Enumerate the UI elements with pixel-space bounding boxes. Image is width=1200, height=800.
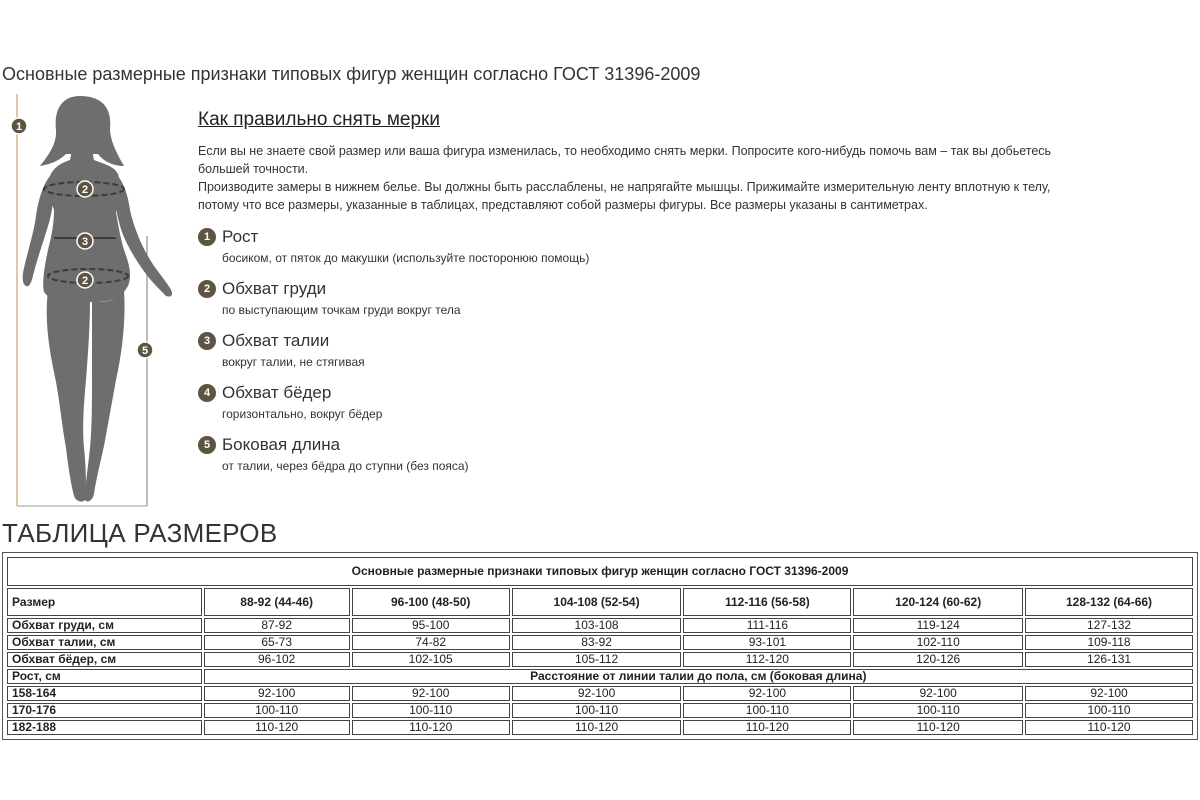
table-cell: 96-102 <box>204 652 350 667</box>
measurement-title: Обхват груди <box>222 279 327 298</box>
column-header: 96-100 (48-50) <box>352 588 510 616</box>
size-table-container <box>2 552 1198 740</box>
table-header-row <box>7 588 1193 616</box>
measurement-title: Обхват талии <box>222 331 330 350</box>
woman-silhouette-icon <box>0 90 195 510</box>
measurement-guide <box>198 108 1098 486</box>
table-cell: 92-100 <box>352 686 510 701</box>
column-header: 88-92 (44-46) <box>204 588 350 616</box>
table-cell: 100-110 <box>853 703 1023 718</box>
table-cell: 120-126 <box>853 652 1023 667</box>
table-cell: 87-92 <box>204 618 350 633</box>
row-header: Обхват груди, см <box>7 618 202 633</box>
table-caption: Основные размерные признаки типовых фигур женщин согласно ГОСТ 31396-2009 <box>7 557 1193 586</box>
table-cell: 110-120 <box>683 720 851 735</box>
table-row <box>7 703 1193 718</box>
number-badge-icon: 1 <box>198 228 216 246</box>
measurement-item-side-length <box>198 434 1098 474</box>
table-cell: 92-100 <box>204 686 350 701</box>
table-cell: 110-120 <box>853 720 1023 735</box>
table-cell: 65-73 <box>204 635 350 650</box>
measurement-title: Обхват бёдер <box>222 383 332 402</box>
measurement-item-waist <box>198 330 1098 370</box>
column-header-size: Размер <box>7 588 202 616</box>
table-cell: 100-110 <box>204 703 350 718</box>
table-cell: 74-82 <box>352 635 510 650</box>
table-cell: 95-100 <box>352 618 510 633</box>
measurement-desc: от талии, через бёдра до ступни (без пояса) <box>222 459 469 473</box>
table-cell: 110-120 <box>204 720 350 735</box>
figure-marker-1: 1 <box>15 121 23 133</box>
figure-marker-3: 3 <box>81 236 89 248</box>
measurement-desc: по выступающим точкам груди вокруг тела <box>222 303 461 317</box>
table-cell: 92-100 <box>853 686 1023 701</box>
table-cell: 92-100 <box>512 686 682 701</box>
measurement-list <box>198 226 1098 474</box>
table-cell: 126-131 <box>1025 652 1193 667</box>
measurement-desc: босиком, от пяток до макушки (используйте посторонюю помощь) <box>222 251 590 265</box>
table-cell: 100-110 <box>512 703 682 718</box>
row-header: Обхват талии, см <box>7 635 202 650</box>
page-title: Основные размерные признаки типовых фигур женщин согласно ГОСТ 31396-2009 <box>2 64 701 84</box>
table-cell: 110-120 <box>352 720 510 735</box>
table-cell: 109-118 <box>1025 635 1193 650</box>
column-header: 112-116 (56-58) <box>683 588 851 616</box>
table-row <box>7 618 1193 633</box>
table-row <box>7 635 1193 650</box>
measurement-item-hips <box>198 382 1098 422</box>
table-row <box>7 720 1193 735</box>
row-header: Обхват бёдер, см <box>7 652 202 667</box>
table-cell: 127-132 <box>1025 618 1193 633</box>
measurement-title: Рост <box>222 227 259 246</box>
figure-marker-2: 2 <box>81 184 89 196</box>
column-header: 128-132 (64-66) <box>1025 588 1193 616</box>
table-cell: 111-116 <box>683 618 851 633</box>
table-cell: 100-110 <box>352 703 510 718</box>
figure-marker-5: 5 <box>141 345 149 357</box>
table-row <box>7 686 1193 701</box>
size-table-heading: ТАБЛИЦА РАЗМЕРОВ <box>2 518 278 548</box>
guide-paragraph-2: Производите замеры в нижнем белье. Вы должны быть расслаблены, не напрягайте мышцы. Прижимайте измерительную ленту вплотную к телу, потому что все размеры, указанные в таблицах, представляют собой размеры фигуры. Все размеры указаны в сантиметрах. <box>198 180 1051 212</box>
table-cell: 100-110 <box>683 703 851 718</box>
table-cell: 93-101 <box>683 635 851 650</box>
guide-title[interactable]: Как правильно снять мерки <box>198 109 440 130</box>
height-span-caption: Расстояние от линии талии до пола, см (боковая длина) <box>204 669 1193 684</box>
figure-marker-4: 2 <box>81 275 89 287</box>
table-cell: 100-110 <box>1025 703 1193 718</box>
row-header: 182-188 <box>7 720 202 735</box>
row-header: 158-164 <box>7 686 202 701</box>
number-badge-icon: 2 <box>198 280 216 298</box>
measurement-desc: горизонтально, вокруг бёдер <box>222 407 383 421</box>
table-row <box>7 652 1193 667</box>
table-cell: 119-124 <box>853 618 1023 633</box>
number-badge-icon: 5 <box>198 436 216 454</box>
table-cell: 103-108 <box>512 618 682 633</box>
table-cell: 102-105 <box>352 652 510 667</box>
row-header: 170-176 <box>7 703 202 718</box>
table-cell: 112-120 <box>683 652 851 667</box>
table-cell: 83-92 <box>512 635 682 650</box>
number-badge-icon: 4 <box>198 384 216 402</box>
number-badge-icon: 3 <box>198 332 216 350</box>
table-cell: 92-100 <box>1025 686 1193 701</box>
table-cell: 102-110 <box>853 635 1023 650</box>
body-figure-illustration <box>0 90 195 510</box>
measurement-desc: вокруг талии, не стягивая <box>222 355 365 369</box>
guide-paragraph-1: Если вы не знаете свой размер или ваша фигура изменилась, то необходимо снять мерки. Попросите кого-нибудь помочь вам – так вы добьетесь большей точности. <box>198 144 1052 176</box>
row-header-height: Рост, см <box>7 669 202 684</box>
table-row <box>7 669 1193 684</box>
column-header: 104-108 (52-54) <box>512 588 682 616</box>
table-cell: 105-112 <box>512 652 682 667</box>
table-cell: 92-100 <box>683 686 851 701</box>
table-cell: 110-120 <box>512 720 682 735</box>
measurement-item-height <box>198 226 1098 266</box>
table-caption-row <box>7 557 1193 586</box>
measurement-title: Боковая длина <box>222 435 341 454</box>
size-table <box>5 555 1195 737</box>
column-header: 120-124 (60-62) <box>853 588 1023 616</box>
table-cell: 110-120 <box>1025 720 1193 735</box>
measurement-item-chest <box>198 278 1098 318</box>
